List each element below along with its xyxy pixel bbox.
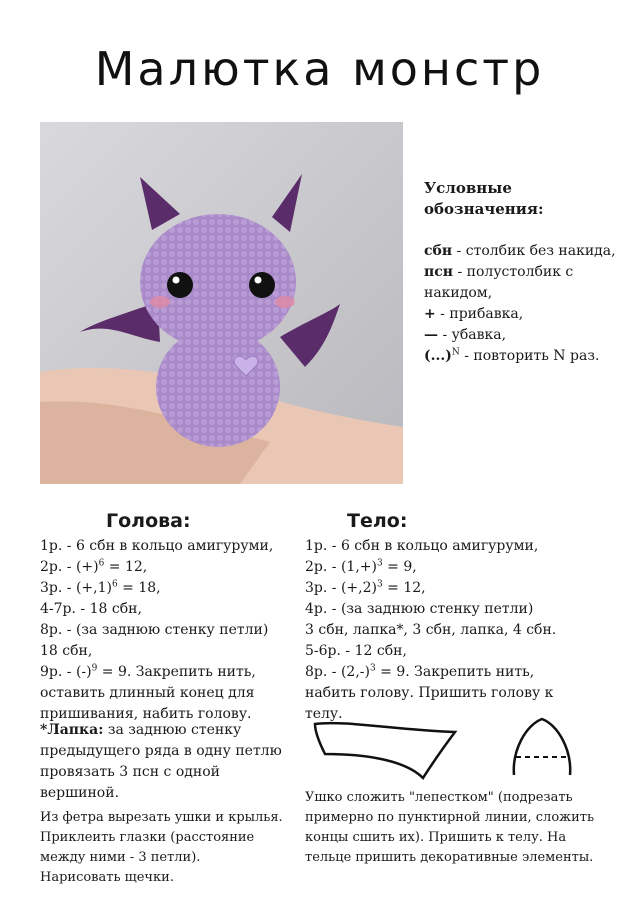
monster-photo (40, 122, 403, 484)
legend (424, 178, 624, 367)
row-superscript: 3 (369, 663, 376, 674)
legend-text: - прибавка, (435, 306, 524, 322)
crochet-monster-icon (40, 122, 403, 484)
paw-label: *Лапка: (40, 722, 104, 738)
row-text: = 9. Закрепить нить, набить голову. Пришить голову к телу. (305, 664, 554, 722)
body-row (305, 641, 565, 662)
page-title: Малютка монстр (94, 42, 545, 96)
body-row (305, 578, 565, 599)
legend-item (424, 346, 624, 367)
legend-superscript: N (451, 347, 460, 358)
legend-symbol: + (424, 306, 436, 322)
legend-text: - полустолбик с накидом, (424, 264, 574, 301)
row-text: 5-6р. - 12 сбн, (305, 643, 407, 659)
row-superscript: 3 (376, 579, 383, 590)
head-row (40, 578, 290, 599)
legend-text: - повторить N раз. (459, 348, 600, 364)
row-text: 9р. - (-) (40, 664, 92, 680)
head-row (40, 599, 290, 620)
head-instructions (40, 508, 290, 725)
row-text: 4р. - (за заднюю стенку петли) (305, 601, 534, 617)
legend-item (424, 241, 624, 262)
row-superscript: 3 (376, 558, 383, 569)
legend-text: - столбик без накида, (452, 243, 616, 259)
row-text: 1р. - 6 сбн в кольцо амигуруми, (40, 538, 274, 554)
body-row (305, 620, 565, 641)
row-text: 2р. - (1,+) (305, 559, 377, 575)
head-row (40, 620, 290, 662)
row-superscript: 9 (91, 663, 98, 674)
paw-note (40, 720, 290, 804)
legend-heading: Условные обозначения: (424, 179, 544, 218)
ear-template-icon (508, 715, 576, 781)
row-text: 4-7р. - 18 сбн, (40, 601, 142, 617)
head-row (40, 536, 290, 557)
legend-symbol: (...) (424, 348, 452, 364)
paw-text: за заднюю стенку предыдущего ряда в одну петлю провязать 3 псн с одной вершиной. (40, 722, 282, 801)
legend-symbol: сбн (424, 243, 453, 259)
head-row (40, 557, 290, 578)
body-heading: Тело: (347, 510, 408, 532)
sew-note: Ушко сложить "лепестком" (подрезать примерно по пунктирной линии, сложить концы сшить их). Пришить к телу. На тельце пришить декоративные элементы. (305, 790, 595, 865)
legend-item (424, 262, 624, 304)
legend-item (424, 325, 624, 346)
row-text: 1р. - 6 сбн в кольцо амигуруми, (305, 538, 539, 554)
legend-symbol: псн (424, 264, 454, 280)
row-text: 8р. - (2,-) (305, 664, 370, 680)
row-text: 2р. - (+) (40, 559, 99, 575)
legend-symbol: — (424, 327, 438, 343)
body-instructions (305, 508, 565, 725)
row-superscript: 6 (98, 558, 105, 569)
body-row (305, 536, 565, 557)
row-text: = 12, (104, 559, 148, 575)
row-text: 8р. - (за заднюю стенку петли) 18 сбн, (40, 622, 269, 659)
body-row (305, 599, 565, 620)
row-superscript: 6 (111, 579, 118, 590)
head-heading: Голова: (106, 510, 191, 532)
head-row (40, 662, 290, 725)
legend-item (424, 304, 624, 325)
row-text: 3 сбн, лапка*, 3 сбн, лапка, 4 сбн. (305, 622, 557, 638)
row-text: 3р. - (+,2) (305, 580, 377, 596)
row-text: = 9, (382, 559, 417, 575)
row-text: = 9. Закрепить нить, оставить длинный конец для пришивания, набить голову. (40, 664, 256, 722)
row-text: = 12, (382, 580, 426, 596)
wing-template-icon (305, 712, 465, 782)
legend-text: - убавка, (438, 327, 507, 343)
row-text: 3р. - (+,1) (40, 580, 112, 596)
felt-note: Из фетра вырезать ушки и крылья. Приклеить глазки (расстояние между ними - 3 петли). Нарисовать щечки. (40, 810, 283, 885)
row-text: = 18, (117, 580, 161, 596)
body-row (305, 557, 565, 578)
